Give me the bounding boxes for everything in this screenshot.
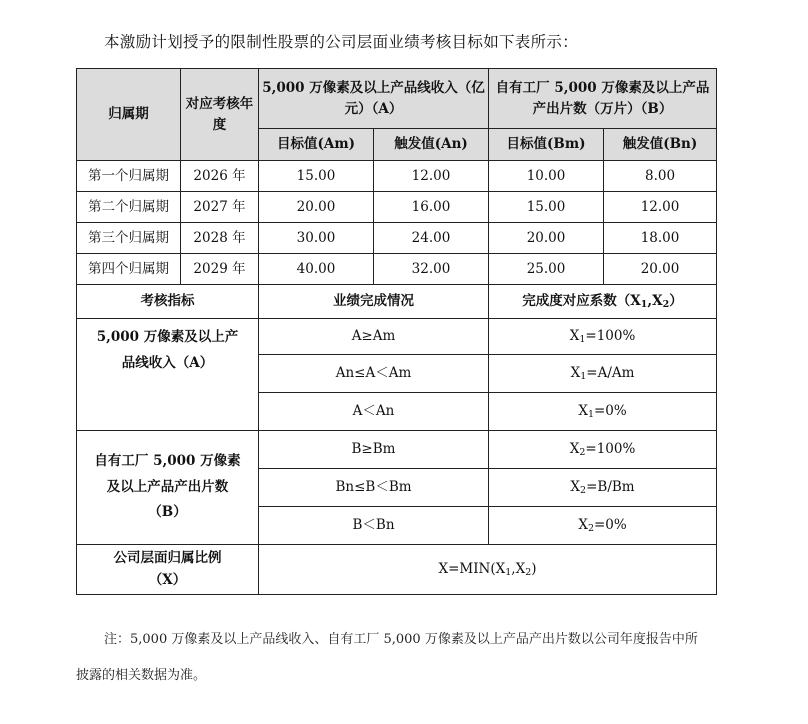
bm-cell: 10.00 [489,161,604,192]
bm-cell: 25.00 [489,254,604,285]
table-row [77,254,717,285]
period-cell: 第四个归属期 [77,254,181,285]
am-cell: 20.00 [259,192,374,223]
am-cell: 15.00 [259,161,374,192]
table-row [77,223,717,254]
coefficient-cell: $X_2=100\%$ [489,431,717,469]
indicator-header: 考核指标 [77,285,259,319]
condition-cell: A≥Am [259,319,489,355]
intro-text: 本激励计划授予的限制性股票的公司层面业绩考核目标如下表所示： [104,33,579,51]
ratio-formula: $X=MIN(X_1,X_2)$ [259,545,717,595]
year-cell: 2026 年 [181,161,259,192]
coefficient-cell: $X_2=0\%$ [489,507,717,545]
am-cell: 40.00 [259,254,374,285]
ratio-label: 公司层面归属比例 （X） [77,545,259,595]
bm-cell: 20.00 [489,223,604,254]
header-bm: 目标值(Bm) [489,129,604,161]
header-am: 目标值(Am) [259,129,374,161]
condition-cell: An≤A＜Am [259,355,489,393]
bn-cell: 8.00 [604,161,717,192]
bn-cell: 20.00 [604,254,717,285]
table-row [77,161,717,192]
year-cell: 2028 年 [181,223,259,254]
coefficient-cell: $X_1=0\%$ [489,393,717,431]
condition-cell: Bn≤B＜Bm [259,469,489,507]
year-cell: 2029 年 [181,254,259,285]
condition-cell: B＜Bn [259,507,489,545]
footnote-line-2: 披露的相关数据为准。 [76,668,207,683]
year-cell: 2027 年 [181,192,259,223]
header-period: 归属期 [77,69,181,161]
header-year: 对应考核年度 [181,69,259,161]
period-cell: 第二个归属期 [77,192,181,223]
am-cell: 30.00 [259,223,374,254]
header-b-group: 自有工厂 5,000 万像素及以上产品产出片数（万片）（B） [489,69,717,129]
header-an: 触发值(An) [374,129,489,161]
table-row [77,192,717,223]
performance-table [76,68,717,595]
an-cell: 32.00 [374,254,489,285]
header-bn: 触发值(Bn) [604,129,717,161]
bn-cell: 12.00 [604,192,717,223]
condition-cell: A＜An [259,393,489,431]
bn-cell: 18.00 [604,223,717,254]
an-cell: 12.00 [374,161,489,192]
coefficient-cell: $X_2=B/Bm$ [489,469,717,507]
condition-cell: B≥Bm [259,431,489,469]
indicator-a-label: 5,000 万像素及以上产 品线收入（A） [77,319,259,431]
completion-header: 业绩完成情况 [259,285,489,319]
period-cell: 第一个归属期 [77,161,181,192]
coefficient-header: 完成度对应系数$(X_1,X_2)$ [489,285,717,319]
footnote-line-1: 注：5,000 万像素及以上产品线收入、自有工厂 5,000 万像素及以上产品产出片数以公司年度报告中所 [104,632,698,647]
an-cell: 24.00 [374,223,489,254]
coefficient-cell: $X_1=A/Am$ [489,355,717,393]
coefficient-cell: $X_1=100\%$ [489,319,717,355]
period-cell: 第三个归属期 [77,223,181,254]
indicator-b-label: 自有工厂 5,000 万像素 及以上产品产出片数 （B） [77,431,259,545]
bm-cell: 15.00 [489,192,604,223]
an-cell: 16.00 [374,192,489,223]
header-a-group: 5,000 万像素及以上产品线收入（亿元）（A） [259,69,489,129]
